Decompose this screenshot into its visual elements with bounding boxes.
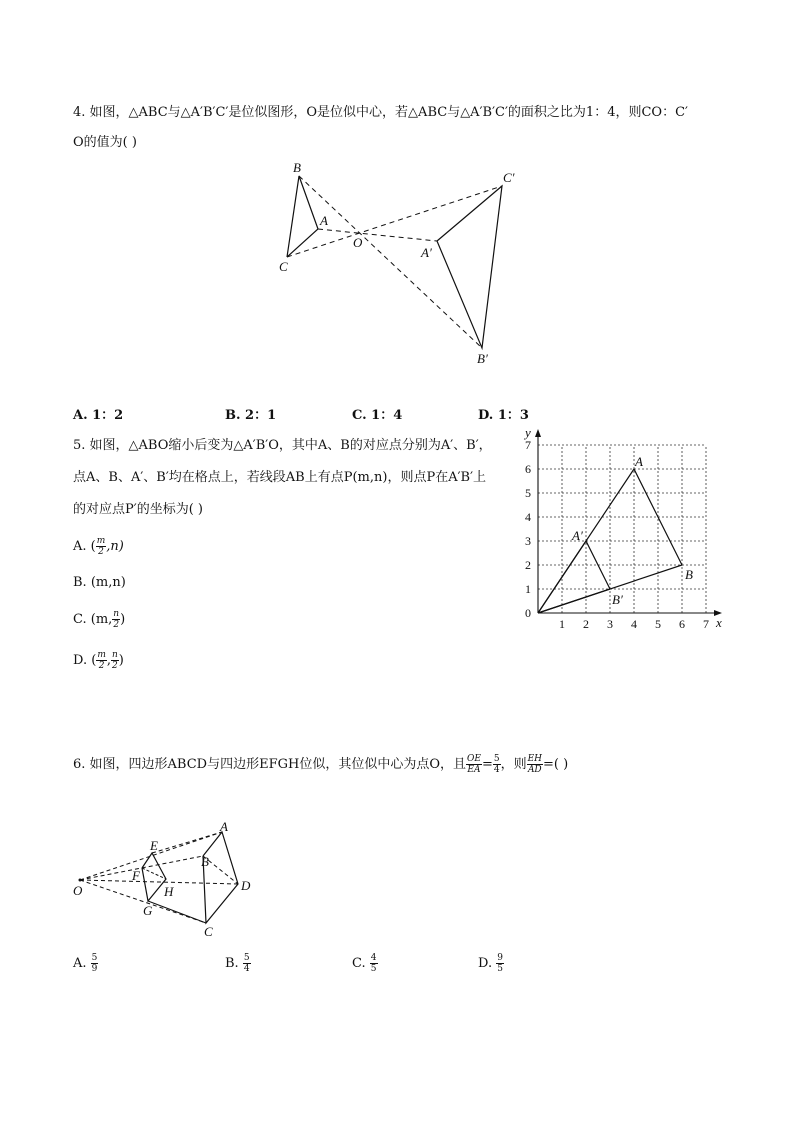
q4-label-a: A [320,213,328,228]
q5-label-b: B [685,567,693,582]
q5-option-d-num2: n [112,650,118,660]
q6-point-o [79,879,82,882]
q6-frac2-num: EH [527,754,543,764]
q6-option-b [225,953,251,974]
q6-label-g: G [143,903,153,918]
q6-label-d: D [241,878,251,893]
q6-option-a-den: 9 [91,964,98,974]
q5-text-line3: 的对应点P′的坐标为( ) [73,502,203,517]
q6-label-a: A [220,819,228,834]
q4-label-o: O [353,235,363,250]
q5-option-d: D. ( $\frac{m}{2}$ , $\frac{n}{2}$ ) [73,650,124,671]
q6-label-h: H [164,884,174,899]
q4-option-b: B. 2：1 [225,408,277,423]
q6-eq1: = [481,757,493,772]
q5-option-c-den: 2 [113,620,120,630]
q4-text-line1: 4. 如图，△ABC与△A′B′C′是位似图形，O是位似中心，若△ABC与△A′B′C′的面积之比为1：4，则CO：C′ [73,105,688,120]
q5-x-tick-4: 4 [631,617,637,631]
q5-y-tick-3: 3 [525,534,531,548]
q5-y-tick-1: 1 [525,582,531,596]
q5-text-line1: 5. 如图，△ABO缩小后变为△A′B′O，其中A、B的对应点分别为A′、B′， [73,438,492,453]
q6-text-prefix: 6. 如图，四边形ABCD与四边形EFGH位似，其位似中心为点O，且 [73,757,466,772]
q4-label-bp: B′ [477,351,488,366]
q6-val1-num: 5 [493,754,500,764]
q5-label-a: A [635,454,643,469]
q6-frac1-den: EA [467,765,481,775]
q6-label-e: E [150,838,158,853]
q5-option-a: A. ( $\frac{m}{2}$ ,n) [73,536,124,557]
q6-label-c: C [204,924,213,939]
q4-label-ap: A′ [421,245,432,260]
q5-x-tick-5: 5 [655,617,661,631]
q5-x-tick-7: 7 [703,617,709,631]
q6-option-b-num: 5 [243,953,250,963]
q5-option-c-prefix: C. (m, [73,612,113,627]
q5-option-b: B. (m,n) [73,575,126,590]
q4-option-c: C. 1：4 [352,408,403,423]
q6-line-gc [148,901,206,923]
q5-y-tick-6: 6 [525,462,531,476]
q4-label-cp: C′ [503,170,515,185]
q5-option-c-num: n [113,609,120,619]
q6-option-a [73,953,98,974]
q5-x-tick-6: 6 [679,617,685,631]
q6-option-d-num: 9 [497,953,503,963]
q6-option-a-num: 5 [91,953,98,963]
q6-frac1-num: OE [466,754,481,764]
q5-option-c-rest: ) [120,612,126,627]
q4-text-line2: O的值为( ) [73,135,137,150]
q6-option-c-prefix: C. [352,956,366,971]
q6-option-c-den: 5 [370,964,377,974]
q6-line-ea [152,832,222,853]
q5-text-line2: 点A、B、A′、B′均在格点上，若线段AB上有点P(m,n)，则点P在A′B′上 [73,470,487,485]
q6-val1-den: 4 [493,765,500,775]
q6-text-mid: ，则 [500,757,527,772]
q6-option-c-num: 4 [370,953,377,963]
q6-option-b-den: 4 [243,964,250,974]
q6-ray-od [80,880,238,884]
q4-label-b: B [293,160,301,175]
q5-option-d-prefix: D. [73,653,88,668]
q5-y-tick-5: 5 [525,486,531,500]
q6-option-b-prefix: B. [225,956,239,971]
q4-label-c: C [279,259,288,274]
q4-option-a: A. 1：2 [73,408,124,423]
q5-option-d-den1: 2 [98,661,105,671]
q6-frac2-den: AD [527,765,542,775]
q6-quad-abcd [203,832,238,923]
q5-x-axis-label: x [716,615,722,630]
q4-option-d: D. 1：3 [478,408,529,423]
q5-option-a-num: m [96,536,106,546]
q5-option-a-den: 2 [98,547,104,557]
q6-option-d-den: 5 [497,964,503,974]
q6-option-c [352,953,378,974]
q5-x-tick-3: 3 [607,617,613,631]
q5-label-ap: A′ [572,528,583,543]
q5-y-tick-2: 2 [525,558,531,572]
q5-option-a-rest: ,n) [106,539,124,554]
q5-option-a-prefix: A. [73,539,87,554]
q6-option-d [478,953,504,974]
q5-label-bp: B′ [612,592,623,607]
q6-option-d-prefix: D. [478,956,493,971]
q5-y-tick-7: 7 [525,438,531,452]
q5-x-tick-1: 1 [559,617,565,631]
q5-y-tick-4: 4 [525,510,531,524]
q6-label-f: F [132,868,140,883]
q6-text-tail: =( ) [543,757,569,772]
q5-origin-label: 0 [525,606,531,620]
q5-y-axis-label: y [525,425,531,440]
q6-label-o: O [73,883,83,898]
q6-label-b: B [201,854,209,869]
q5-option-d-den2: 2 [112,661,118,671]
q5-option-d-num1: m [97,650,106,660]
q6-option-a-prefix: A. [73,956,87,971]
q5-x-tick-2: 2 [583,617,589,631]
